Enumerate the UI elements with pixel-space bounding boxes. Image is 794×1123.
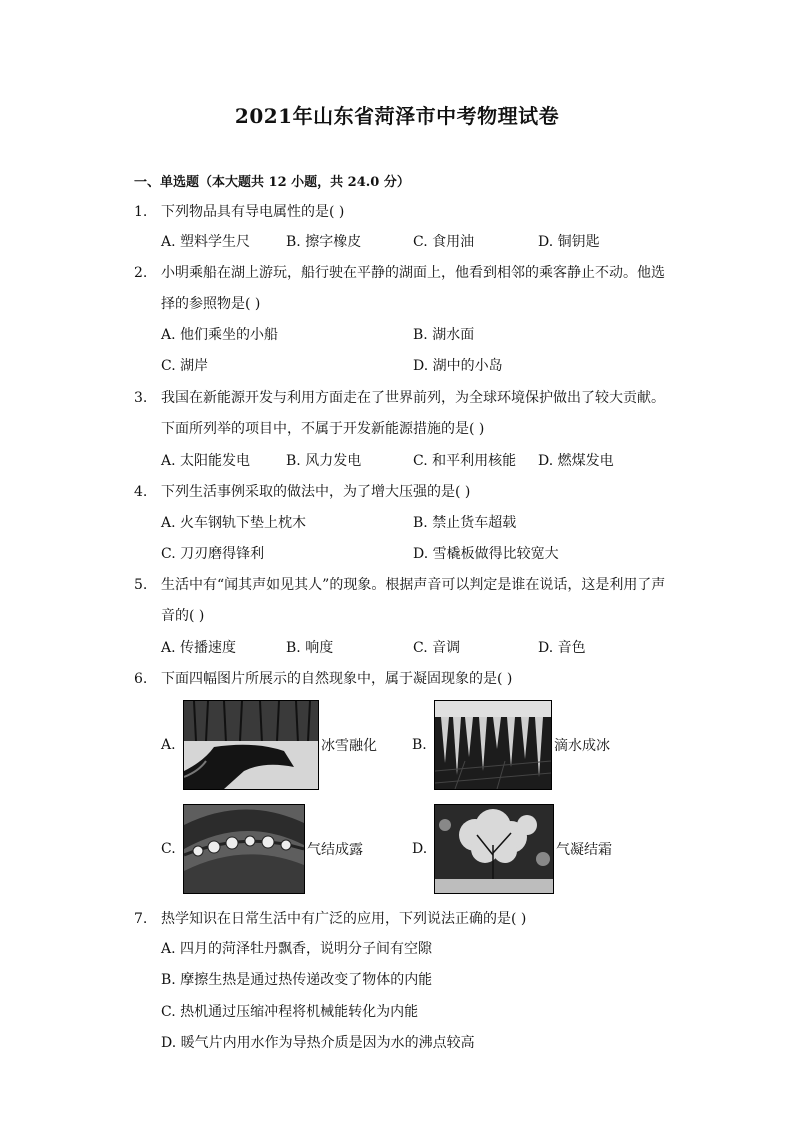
option-d: D. 暖气片内用水作为导热介质是因为水的沸点较高: [161, 1035, 475, 1051]
option-b: B. 擦字橡皮: [286, 234, 362, 250]
option-a: A. 塑料学生尺: [161, 234, 251, 250]
option-a: A. 他们乘坐的小船: [161, 327, 279, 343]
question-7-option-a-row: [161, 938, 681, 960]
question-stem: 小明乘船在湖上游玩，船行驶在平静的湖面上，他看到相邻的乘客静止不动。他选择的参照物是( ): [161, 265, 665, 312]
option-b: B. 禁止货车超载: [413, 515, 517, 531]
question-stem: 我国在新能源开发与利用方面走在了世界前列，为全球环境保护做出了较大贡献。下面所列举的项目中，不属于开发新能源措施的是( ): [161, 390, 665, 437]
option-a: A. 四月的菏泽牡丹飘香，说明分子间有空隙: [161, 941, 433, 957]
option-caption: 滴水成冰: [554, 738, 610, 754]
option-b: B. 湖水面: [413, 327, 475, 343]
question-1: [134, 197, 674, 228]
option-letter: A.: [161, 737, 176, 753]
option-c: C. 食用油: [413, 234, 475, 250]
option-d: D. 雪橇板做得比较宽大: [413, 546, 559, 562]
snow-melting-photo: [183, 700, 319, 790]
question-4-options-row1: [161, 512, 681, 534]
option-a: A. 传播速度: [161, 640, 237, 656]
dew-drops-photo: [183, 804, 305, 894]
question-number: 4.: [134, 484, 148, 500]
question-number: 7.: [134, 911, 148, 927]
option-b: B. 摩擦生热是通过热传递改变了物体的内能: [161, 972, 433, 988]
option-c: C. 和平利用核能: [413, 453, 517, 469]
option-caption: 气凝结霜: [556, 842, 612, 858]
question-number: 5.: [134, 577, 148, 593]
question-5-options: [161, 637, 681, 659]
option-letter: D.: [412, 841, 428, 857]
question-4-options-row2: [161, 543, 681, 565]
question-3-options: [161, 450, 681, 472]
option-c: [161, 804, 363, 894]
option-letter: C.: [161, 841, 176, 857]
option-a: [161, 700, 377, 790]
question-number: 1.: [134, 204, 148, 220]
option-a: A. 火车钢轨下垫上枕木: [161, 515, 307, 531]
question-number: 3.: [134, 390, 148, 406]
option-d: D. 湖中的小岛: [413, 358, 503, 374]
option-c: C. 湖岸: [161, 358, 209, 374]
section-heading: 一、单选题（本大题共 12 小题，共 24.0 分）: [134, 175, 410, 190]
question-stem: 生活中有“闻其声如见其人”的现象。根据声音可以判定是谁在说话，这是利用了声音的( ): [161, 577, 666, 624]
option-c: C. 刀刃磨得锋利: [161, 546, 265, 562]
option-d: D. 燃煤发电: [538, 453, 614, 469]
question-7-option-c-row: [161, 1001, 681, 1023]
option-b: B. 风力发电: [286, 453, 362, 469]
question-stem: 热学知识在日常生活中有广泛的应用，下列说法正确的是( ): [161, 911, 527, 927]
page-title: 2021年山东省菏泽市中考物理试卷: [234, 104, 560, 128]
option-b: B. 响度: [286, 640, 334, 656]
option-c: C. 热机通过压缩冲程将机械能转化为内能: [161, 1004, 419, 1020]
question-2: [134, 258, 674, 320]
question-number: 2.: [134, 265, 148, 281]
option-b: [412, 700, 610, 790]
option-caption: 冰雪融化: [321, 738, 377, 754]
frost-tree-photo: [434, 804, 554, 894]
question-7: [134, 904, 674, 935]
question-5: [134, 570, 674, 632]
option-caption: 气结成露: [307, 842, 363, 858]
question-stem: 下列物品具有导电属性的是( ): [161, 204, 345, 220]
question-stem: 下列生活事例采取的做法中，为了增大压强的是( ): [161, 484, 471, 500]
question-number: 6.: [134, 671, 148, 687]
option-d: D. 音色: [538, 640, 586, 656]
question-4: [134, 477, 674, 508]
question-7-option-b-row: [161, 969, 681, 991]
option-c: C. 音调: [413, 640, 461, 656]
option-a: A. 太阳能发电: [161, 453, 251, 469]
question-2-options-row2: [161, 355, 681, 377]
question-1-options: [161, 231, 681, 253]
question-stem: 下面四幅图片所展示的自然现象中，属于凝固现象的是( ): [161, 671, 513, 687]
icicles-photo: [434, 700, 552, 790]
option-letter: B.: [412, 737, 427, 753]
question-6: [134, 664, 674, 695]
option-d: [412, 804, 612, 894]
question-6-pictures-row2: [161, 804, 681, 894]
question-6-pictures-row1: [161, 700, 681, 790]
question-3: [134, 383, 674, 445]
question-7-option-d-row: [161, 1032, 681, 1054]
question-2-options-row1: [161, 324, 681, 346]
option-d: D. 铜钥匙: [538, 234, 600, 250]
